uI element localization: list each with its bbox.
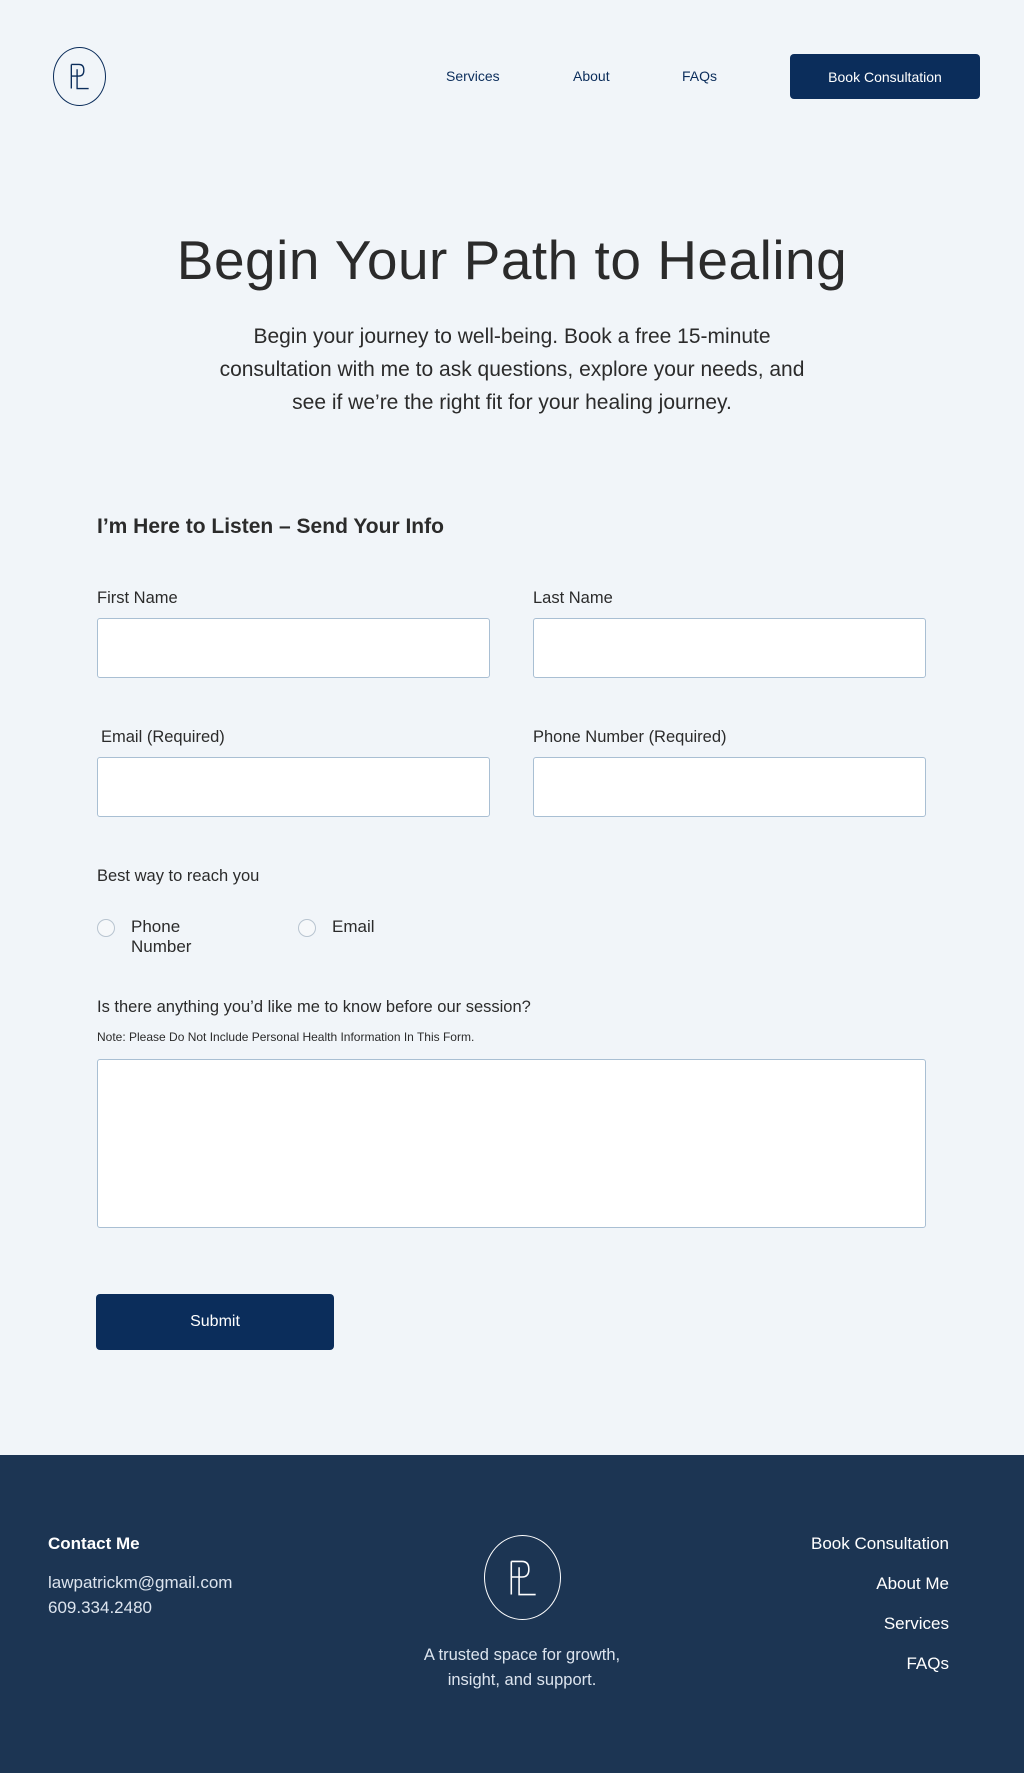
first-name-input[interactable] (97, 618, 490, 678)
contact-phone-radio-label[interactable]: Phone Number (131, 917, 192, 956)
footer-email-link[interactable]: lawpatrickm@gmail.com (48, 1573, 233, 1592)
first-name-label: First Name (97, 589, 178, 607)
logo-monogram-icon (54, 48, 105, 105)
submit-button[interactable]: Submit (96, 1294, 334, 1350)
last-name-label: Last Name (533, 589, 613, 607)
contact-email-radio[interactable] (298, 919, 316, 937)
footer-phone: 609.334.2480 (48, 1598, 152, 1617)
footer-tagline-line1: A trusted space for growth, (423, 1646, 621, 1664)
contact-method-label: Best way to reach you (97, 867, 260, 885)
footer-link-services[interactable]: Services (883, 1614, 949, 1633)
notes-textarea[interactable] (97, 1059, 926, 1228)
footer-logo-icon (484, 1535, 561, 1620)
footer-link-faqs[interactable]: FAQs (906, 1654, 949, 1673)
email-input[interactable] (97, 757, 490, 817)
hero-subtitle: Begin your journey to well-being. Book a free 15-minute consultation with me to ask questions, explore your needs, and see if we’re the right fit for your healing journey. (219, 325, 805, 414)
footer-tagline-line2: insight, and support. (447, 1671, 597, 1689)
phone-input[interactable] (533, 757, 926, 817)
nav-about-link[interactable]: About (573, 68, 610, 84)
last-name-input[interactable] (533, 618, 926, 678)
contact-email-radio-label[interactable]: Email (332, 917, 375, 936)
nav-faqs-link[interactable]: FAQs (682, 68, 718, 84)
notes-disclaimer: Note: Please Do Not Include Personal Health Information In This Form. (97, 1030, 475, 1044)
logo-icon[interactable] (53, 47, 106, 106)
footer-contact-heading: Contact Me (48, 1534, 140, 1553)
footer-logo-monogram-icon (485, 1536, 560, 1619)
book-consultation-button[interactable]: Book Consultation (790, 54, 980, 99)
nav-services-link[interactable]: Services (446, 68, 500, 84)
page-title: Begin Your Path to Healing (176, 229, 848, 291)
site-header (0, 0, 1024, 160)
notes-label: Is there anything you’d like me to know before our session? (97, 998, 531, 1016)
footer-link-about-me[interactable]: About Me (876, 1574, 949, 1593)
contact-phone-radio[interactable] (97, 919, 115, 937)
footer-link-book-consultation[interactable]: Book Consultation (811, 1534, 949, 1553)
site-footer (0, 1455, 1024, 1773)
email-label: Email (Required) (101, 728, 225, 746)
phone-label: Phone Number (Required) (533, 728, 727, 746)
form-title: I’m Here to Listen – Send Your Info (97, 515, 444, 538)
footer-tagline (372, 1643, 672, 1693)
